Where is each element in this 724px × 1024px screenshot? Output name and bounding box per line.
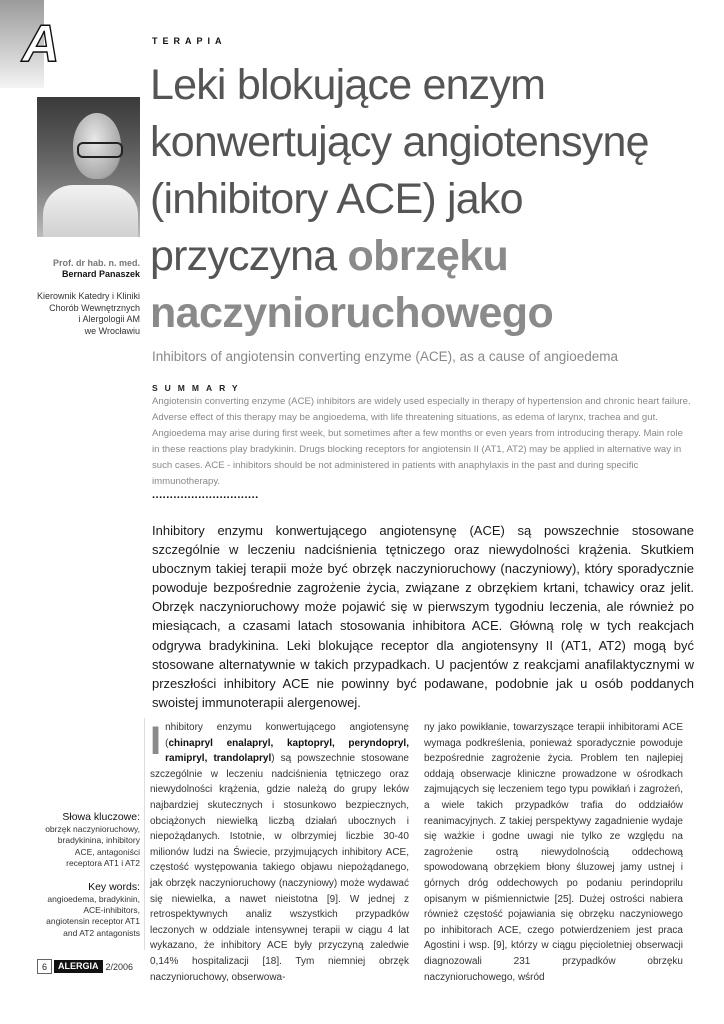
drug-names: chinapryl enalapryl, kaptopryl, peryndopryl, ramipryl, trandolapryl [165,737,409,765]
body-text: ) są powszechnie stosowane szczególnie w leczeniu nadciśnienia tętniczego oraz niewydolności krążenia, gdzie należą do grupy leków najbardziej skutecznych i stosunkowo bezpiecznych, obciążonych niewielką liczbą działań ubocznych i niepożądanych. Istotnie, w olbrzymiej liczbie 30-40 milionów ludzi na Świecie, przyjmujących inhibitory ACE, częstość występowania takiego objawu niepożądanego, jak obrzęk naczynioruchowy (naczyniowy) może wydawać się niewielka, a nawet nieistotna [9]. W jednej z retrospektywnych analiz wszystkich przypadków leczonych w oddziale intensywnej terapii w ciągu 4 lat wykazano, że inhibitory ACE były przyczyną zaledwie 0,14% hospitalizacji [18]. Tym niemniej obrzęk naczynioruchowy, obserwowa- [150,753,409,983]
affiliation-line: Chorób Wewnętrznych [49,302,140,313]
keyword-line: ACE, antagoniści [74,846,140,857]
body-text: nhibitory enzymu konwertującego angiotensynę ( [165,722,409,749]
affiliation-line: Kierownik Katedry i Kliniki [36,291,140,301]
keyword-line: angiotensin receptor AT1 [46,916,140,927]
author-coat [43,185,138,237]
author-block [53,258,140,280]
title-line-bold: obrzęku [347,232,509,280]
affiliation-line: we Wrocławiu [84,325,140,336]
keyword-line: ACE-inhibitors, [83,905,140,916]
title-line: konwertujący angiotensynę [150,118,649,166]
drop-cap: I [150,719,162,763]
keywords-block [0,810,140,939]
glasses-icon [77,142,123,158]
author-affiliation [37,291,140,337]
journal-name: ALERGIA [54,960,103,973]
section-corner-mark [0,0,60,88]
keyword-line: receptora AT1 i AT2 [66,858,140,869]
section-label: TERAPIA [152,36,227,46]
english-subtitle: Inhibitors of angiotensin converting enzyme (ACE), as a cause of angioedema [152,349,619,364]
corner-letter: A [22,15,60,73]
body-column-2: ny jako powikłanie, towarzyszące terapii inhibitorami ACE wymaga podkreślenia, ponieważ sporadycznie powoduje bezpośrednie zagrożenie życia. Problem ten najlepiej oddają obserwacje kliniczne prowadzone w ośrodkach zajmujących się leczeniem tego typu powikłań i zagrożeń, a wiele takich przypadków trafia do oddziałów reanimacyjnych. Z takiej perspektywy zagadnienie wydaje się ważkie i godne uwagi nie tylko ze względu na zagrożenie ostrą niewydolnością oddechową spowodowaną obrzękiem błony śluzowej jamy ustnej i górnych dróg oddechowych po podaniu perindoprilu opisanym w piśmiennictwie [25]. Dużej ostrości nabiera również częstość pojawiania się obrzęku naczyniowego po inhibitorach ACE, czego potwierdzeniem jest praca Agostini i wsp. [9], którzy w ciągu pięcioletniej obserwacji diagnozowali 231 przypadków obrzęku naczynioruchowego, wśród [424,722,683,983]
title-line-normal: przyczyna [150,232,348,280]
issue-number: 2/2006 [105,961,134,972]
body-column-1 [150,720,409,985]
page-footer [37,960,133,973]
column-divider [144,718,145,950]
keyword-line: bradykinina, inhibitory [57,835,140,846]
title-line: Leki blokujące enzym [150,61,546,109]
title-line: (inhibitory ACE) jako [150,175,523,223]
keywords-pl-heading: Słowa kluczowe: [62,811,140,823]
author-name: Bernard Panaszek [61,269,140,279]
keyword-line: angioedema, bradykinin, [47,893,140,904]
keyword-line: obrzęk naczynioruchowy, [45,824,140,834]
separator-dots: .............................. [152,489,259,501]
lead-paragraph: Inhibitory enzymu konwertującego angiotensynę (ACE) są powszechnie stosowane szczególnie w leczeniu nadciśnienia tętniczego oraz niewydolności krążenia. Skutkiem ubocznym takiej terapii może być obrzęk naczynioruchowy (naczyniowy), który sporadycznie powoduje bezpośrednie zagrożenie życia, związane z obrzękiem krtani, tchawicy oraz jelit. Obrzęk naczynioruchowy może pojawić się w pierwszym tygodniu leczenia, ale również po miesiącach, a czasami latach stosowania inhibitora ACE. Główną rolę w tych reakcjach odgrywa bradykinina. Leki blokujące receptor dla angiotensyny II (AT1, AT2) mogą być stosowane alternatywnie w takich przypadkach. U pacjentów z reakcjami anafilaktycznymi w przeszłości inhibitory ACE nie powinny być podawane, podobnie jak u osób poddanych swoistej immunoterapii alergenowej. [152,523,694,710]
title-line-bold: naczynioruchowego [150,289,554,337]
affiliation-line: i Alergologii AM [78,314,140,324]
keywords-en-heading: Key words: [88,880,140,893]
keyword-line: and AT2 antagonists [63,927,140,938]
summary-heading: SUMMARY [152,383,245,393]
page-number: 6 [37,959,52,974]
article-title [150,57,710,342]
summary-text: Angiotensin converting enzyme (ACE) inhibitors are widely used especially in therapy of hypertension and chronic heart failure. Adverse effect of this therapy may be angioedema, with life threatening situations, as edema of larynx, trachea and gut. Angioedema may arise during first week, but sometimes after a few months or even years from introducing therapy. Main role in these reactions play bradykinin. Drugs blocking receptors for angiotensin II (AT1, AT2) may be applied in alternative way in such cases. ACE - inhibitors should be not administered in patients with anaphylaxis in the past and during specific immunotherapy. [152,396,691,487]
author-photo [37,97,140,237]
author-degree: Prof. dr hab. n. med. [52,258,140,268]
title-line [150,228,710,285]
